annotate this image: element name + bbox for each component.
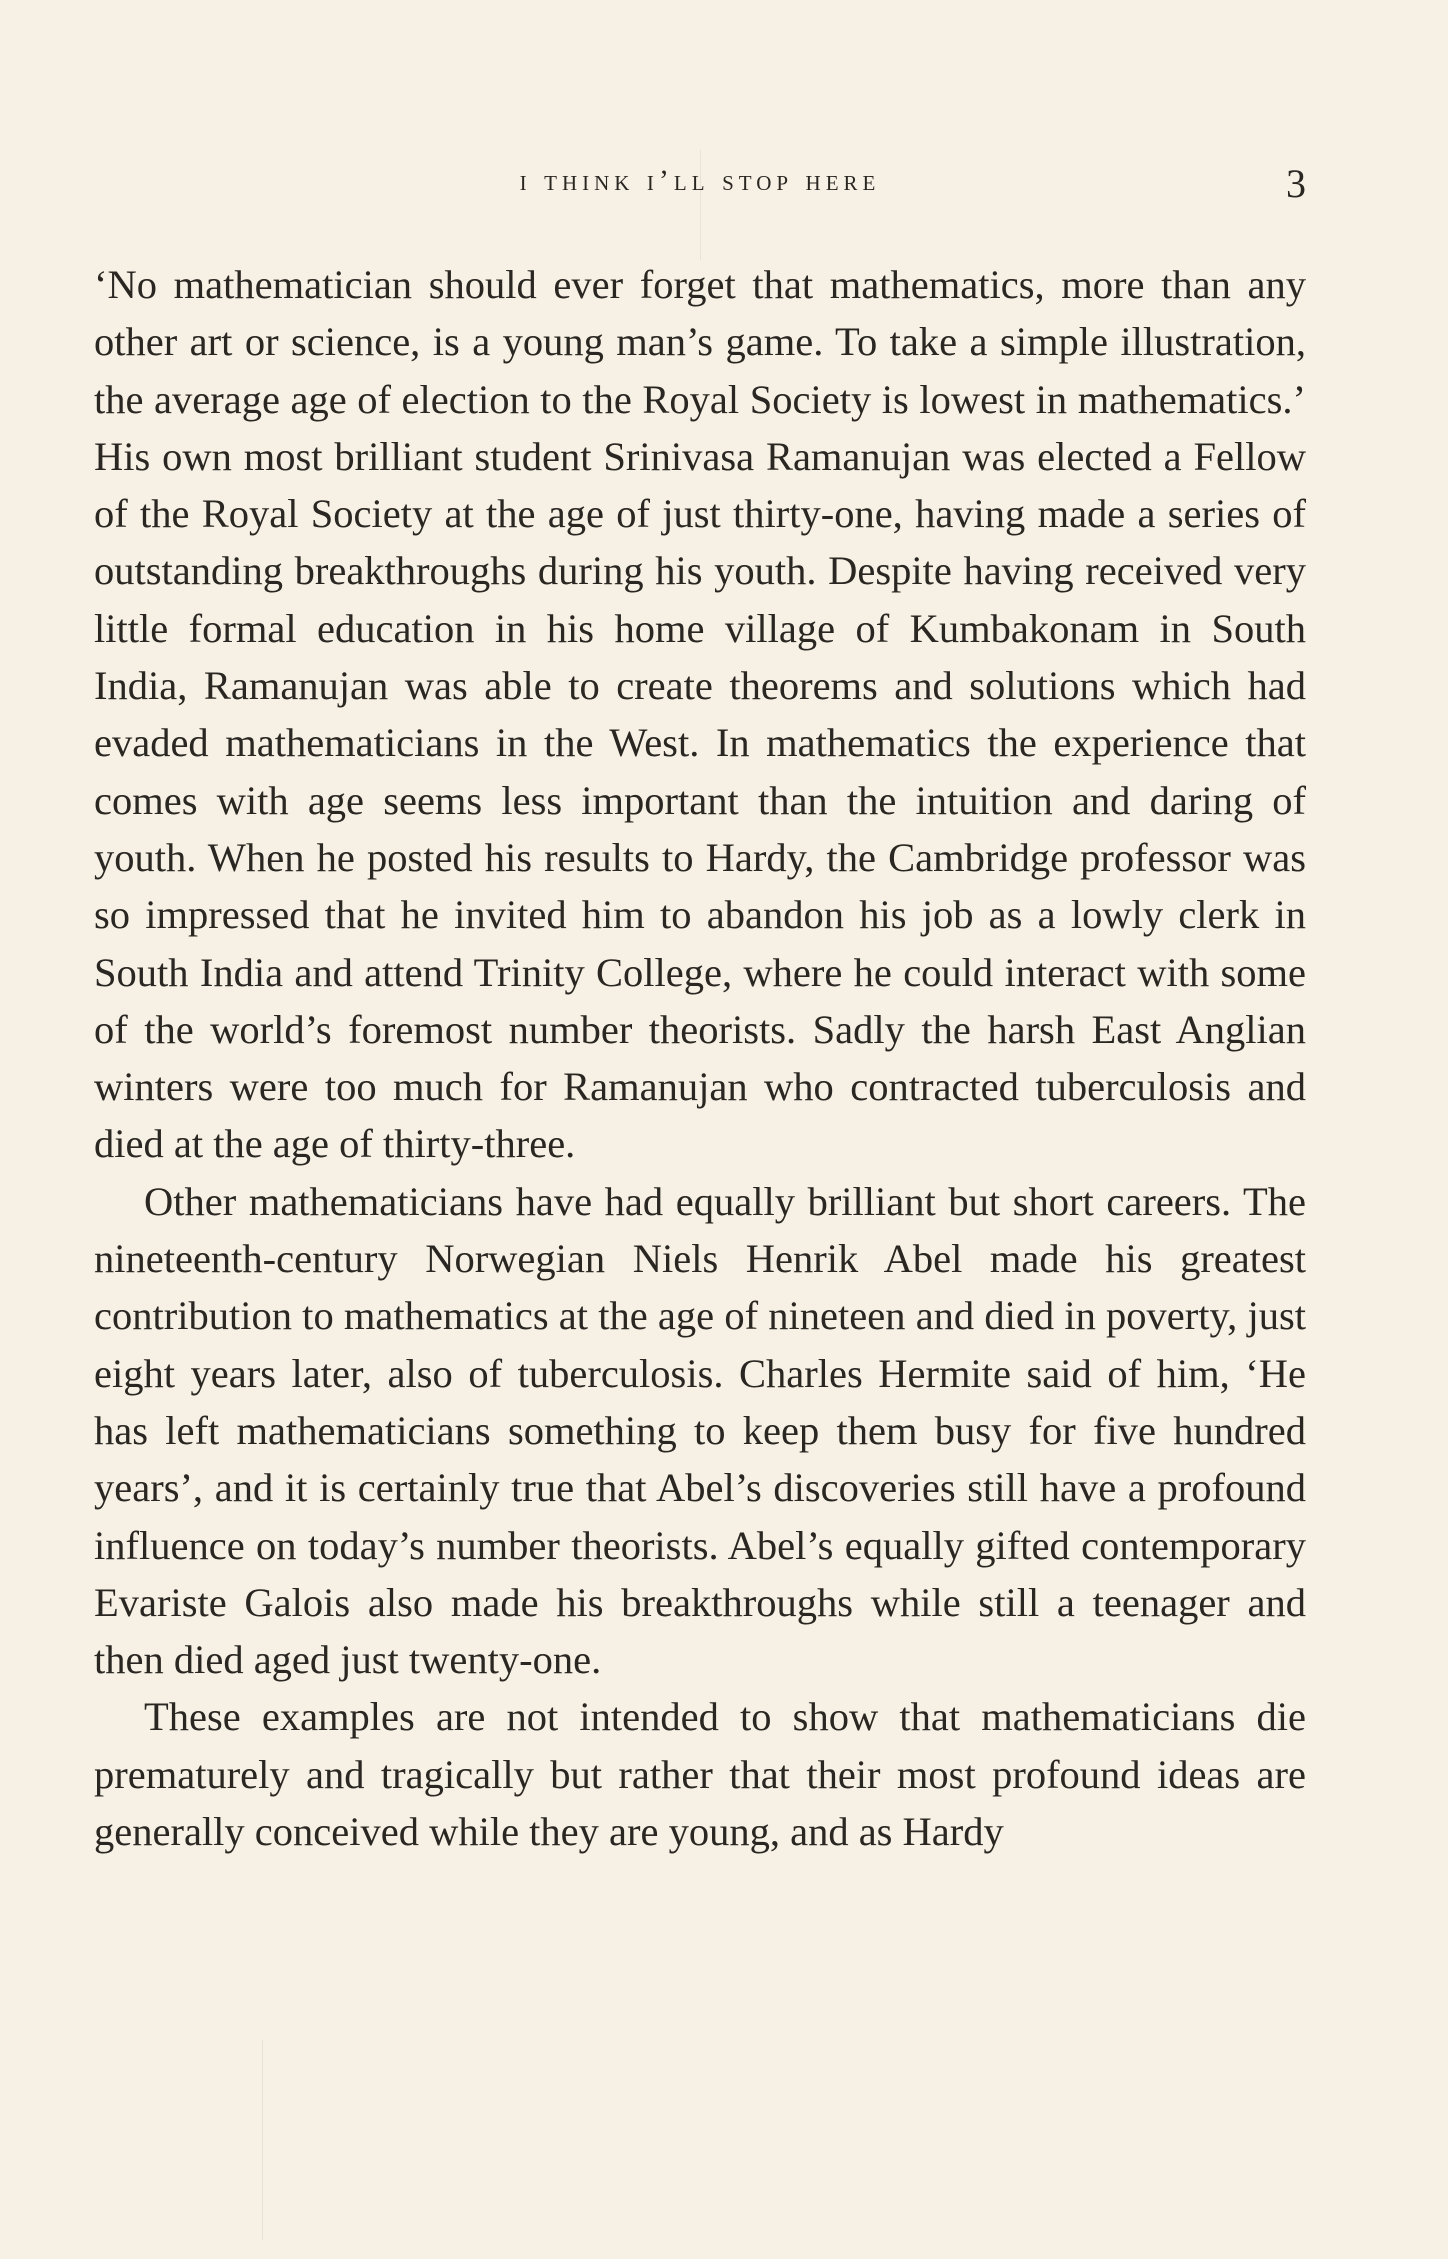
show-through-line xyxy=(262,2040,263,2240)
running-title: i think i’ll stop here xyxy=(519,164,881,197)
paragraph-2: Other mathematicians have had equally brilliant but short careers. The nineteenth-century Norwegian Niels Henrik Abel made his greatest contribution to mathematics at the age of nineteen and died in poverty, just eight years later, also of tuberculosis. Charles Hermite said of him, ‘He has left mathematicians something to keep them busy for five hundred years’, and it is certainly true that Abel’s discoveries still have a profound influence on today’s number theorists. Abel’s equally gifted contemporary Evariste Galois also made his breakthroughs while still a teenager and then died aged just twenty-one. xyxy=(94,1178,1306,1683)
paragraph-1: ‘No mathematician should ever forget that mathematics, more than any other art or science, is a young man’s game. To take a simple illustration, the average age of election to the Royal Society is lowest in mathematics.’ His own most brilliant student Srinivasa Ramanujan was elected a Fellow of the Royal Society at the age of just thirty-one, having made a series of outstanding breakthroughs during his youth. Despite having received very little formal education in his home village of Kumbakonam in South India, Ramanujan was able to create theorems and solutions which had evaded mathematicians in the West. In mathematics the experience that comes with age seems less important than the intuition and daring of youth. When he posted his results to Hardy, the Cambridge professor was so impressed that he invited him to abandon his job as a lowly clerk in South India and attend Trinity College, where he could interact with some of the world’s foremost number theorists. Sadly the harsh East Anglian winters were too much for Ramanujan who contracted tuberculosis and died at the age of thirty-three. xyxy=(94,262,1306,1167)
running-head xyxy=(94,160,1306,212)
body-text xyxy=(94,256,1306,1860)
paragraph-3: These examples are not intended to show that mathematicians die prematurely and tragically but rather that their most profound ideas are generally conceived while they are young, and as Hardy xyxy=(94,1694,1306,1855)
page-number: 3 xyxy=(1286,161,1306,206)
